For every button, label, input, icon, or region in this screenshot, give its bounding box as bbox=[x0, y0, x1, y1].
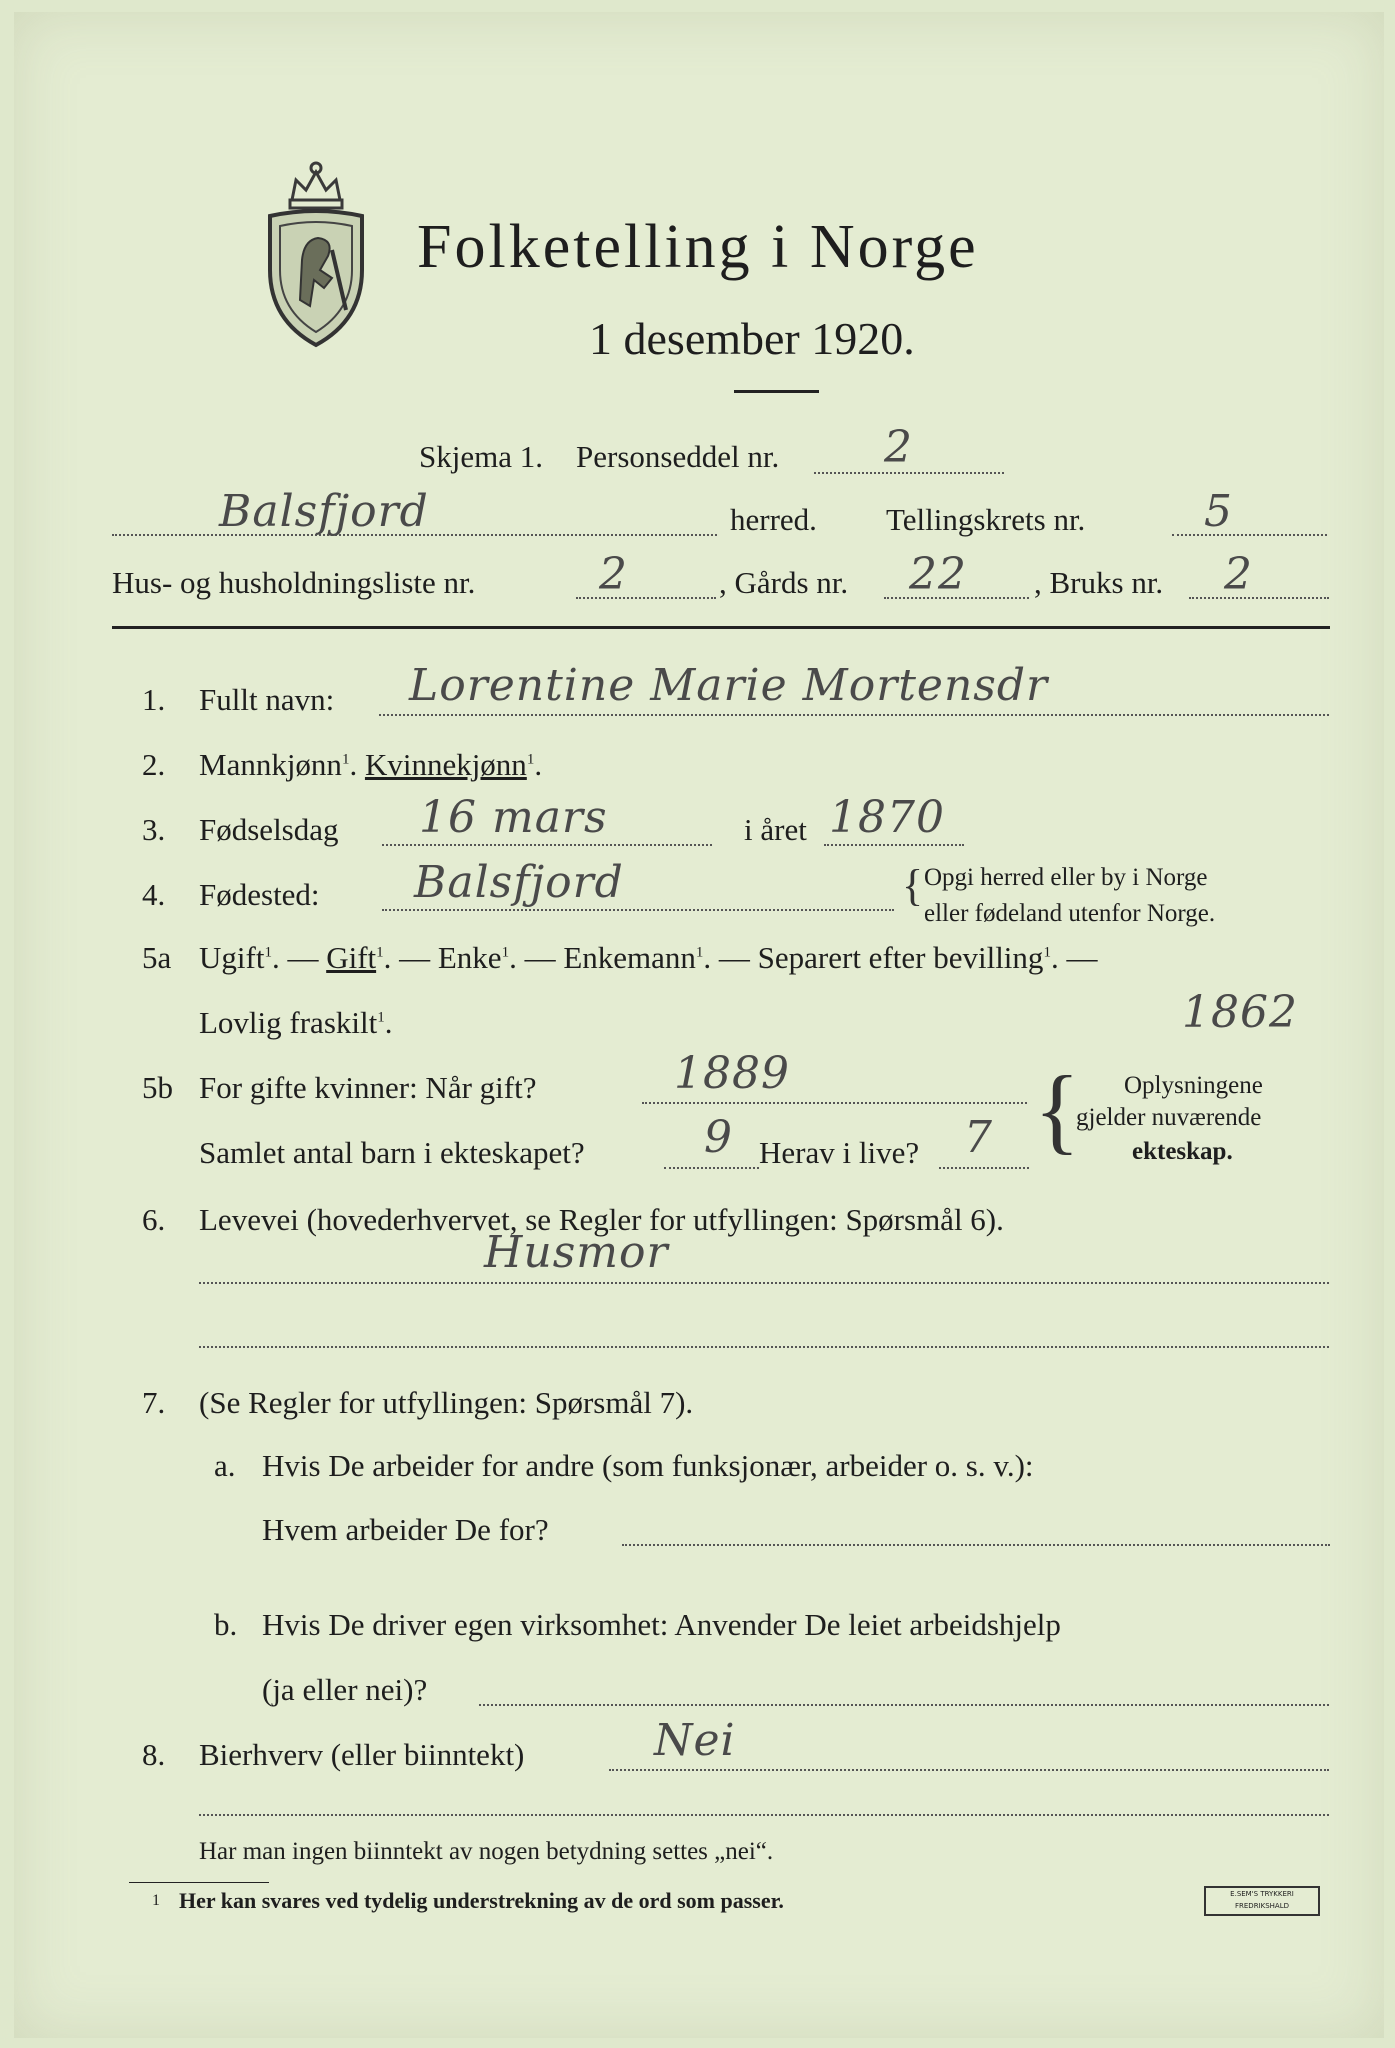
hus-line bbox=[576, 597, 716, 599]
q5a-enkemann: Enkemann bbox=[563, 940, 696, 975]
q7a-letter: a. bbox=[214, 1448, 236, 1483]
q6-value: Husmor bbox=[484, 1227, 669, 1278]
q3-year-line bbox=[824, 844, 964, 846]
q7b-letter: b. bbox=[214, 1607, 238, 1642]
q5b-number: 5b bbox=[142, 1070, 173, 1105]
q5b-brace: { bbox=[1034, 1056, 1081, 1163]
q4-number: 4. bbox=[142, 877, 166, 912]
q6-line-2 bbox=[199, 1346, 1329, 1348]
q5b-gift-line bbox=[642, 1102, 1027, 1104]
printer-stamp: E.SEM'S TRYKKERI FREDRIKSHALD bbox=[1204, 1886, 1320, 1916]
q5b-live-label: Herav i live? bbox=[759, 1135, 920, 1170]
gards-value: 22 bbox=[909, 549, 967, 600]
q7-label: (Se Regler for utfyllingen: Spørsmål 7). bbox=[199, 1385, 694, 1420]
q8-line-1 bbox=[609, 1769, 1329, 1771]
q5b-barn-value: 9 bbox=[704, 1112, 733, 1163]
q3-value: 16 mars bbox=[419, 792, 608, 843]
tellingskrets-line bbox=[1172, 534, 1327, 536]
q8-line-2 bbox=[199, 1814, 1329, 1816]
q1-number: 1. bbox=[142, 682, 166, 717]
q5a-fraskilt-row: Lovlig fraskilt$^1$. bbox=[199, 1005, 393, 1040]
q2-kvinne-label: Kvinnekjønn bbox=[364, 747, 527, 782]
q6-label: Levevei (hovederhvervet, se Regler for utfyllingen: Spørsmål 6). bbox=[199, 1202, 1004, 1237]
census-form-sheet bbox=[14, 12, 1384, 2038]
q7b-question: (ja eller nei)? bbox=[262, 1672, 428, 1707]
q5a-fraskilt: Lovlig fraskilt bbox=[199, 1005, 378, 1040]
q4-line bbox=[382, 909, 894, 911]
skjema-label: Skjema 1. bbox=[419, 439, 543, 474]
q7a-line bbox=[622, 1544, 1330, 1546]
footnote-mark: 1 bbox=[152, 1892, 160, 1909]
title-divider bbox=[734, 390, 819, 393]
q2-mann-label: Mannkjønn bbox=[199, 747, 342, 782]
footnote-text: Her kan svares ved tydelig understrekning av de ord som passer. bbox=[179, 1888, 784, 1913]
q5b-note-2: gjelder nuværende bbox=[1076, 1104, 1262, 1131]
q2-options: Mannkjønn$^1$. Kvinnekjønn$^1$. bbox=[199, 747, 543, 782]
footnote-rule bbox=[129, 1882, 269, 1883]
q5b-label: For gifte kvinner: Når gift? bbox=[199, 1070, 537, 1105]
q2-number: 2. bbox=[142, 747, 166, 782]
herred-value: Balsfjord bbox=[219, 486, 429, 537]
q5b-value: 1889 bbox=[674, 1048, 790, 1099]
personseddel-value: 2 bbox=[884, 422, 913, 473]
q6-line-1 bbox=[199, 1282, 1329, 1284]
q7b-text: Hvis De driver egen virksomhet: Anvender De leiet arbeidshjelp bbox=[262, 1607, 1061, 1642]
header-divider bbox=[112, 626, 1330, 629]
q5a-number: 5a bbox=[142, 940, 172, 975]
q7a-question: Hvem arbeider De for? bbox=[262, 1512, 549, 1547]
q8-label: Bierhverv (eller biinntekt) bbox=[199, 1737, 525, 1772]
tellingskrets-label: Tellingskrets nr. bbox=[886, 502, 1086, 537]
personseddel-label: Personseddel nr. bbox=[576, 439, 780, 474]
footer-note: Har man ingen biinntekt av nogen betydning settes „nei“. bbox=[199, 1838, 774, 1865]
tellingskrets-value: 5 bbox=[1204, 486, 1233, 537]
bruks-value: 2 bbox=[1224, 549, 1253, 600]
q3-date-line bbox=[382, 844, 712, 846]
q3-year-label: i året bbox=[744, 812, 807, 847]
q5b-live-line bbox=[939, 1167, 1029, 1169]
q4-label: Fødested: bbox=[199, 877, 320, 912]
q5a-enke: Enke bbox=[437, 940, 502, 975]
herred-label: herred. bbox=[730, 502, 817, 537]
q5b-note-3: ekteskap. bbox=[1132, 1138, 1233, 1165]
q5a-separert: Separert efter bevilling bbox=[757, 940, 1044, 975]
q8-value: Nei bbox=[654, 1715, 736, 1766]
q7-number: 7. bbox=[142, 1385, 166, 1420]
q4-note-1: Opgi herred eller by i Norge bbox=[924, 864, 1208, 891]
hus-value: 2 bbox=[599, 549, 628, 600]
coat-of-arms-icon bbox=[262, 160, 370, 350]
q6-number: 6. bbox=[142, 1202, 166, 1237]
q7a-text: Hvis De arbeider for andre (som funksjonær, arbeider o. s. v.): bbox=[262, 1448, 1034, 1483]
q5b-barn-label: Samlet antal barn i ekteskapet? bbox=[199, 1135, 585, 1170]
form-date: 1 desember 1920. bbox=[589, 313, 915, 364]
q1-line bbox=[379, 714, 1329, 716]
q3-year-value: 1870 bbox=[829, 792, 945, 843]
gards-label: , Gårds nr. bbox=[719, 565, 849, 600]
bruks-label: , Bruks nr. bbox=[1034, 565, 1164, 600]
q1-label: Fullt navn: bbox=[199, 682, 335, 717]
q3-label: Fødselsdag bbox=[199, 812, 339, 847]
q5a-options: Ugift$^1$. — Gift$^1$. — Enke$^1$. — Enkemann$^1$. — Separert efter bevilling$^1$. — bbox=[199, 940, 1098, 975]
q4-note-2: eller fødeland utenfor Norge. bbox=[924, 900, 1216, 927]
form-title: Folketelling i Norge bbox=[417, 213, 979, 281]
q4-value: Balsfjord bbox=[414, 857, 624, 908]
q4-brace: { bbox=[902, 861, 924, 910]
q1-value: Lorentine Marie Mortensdr bbox=[409, 660, 1049, 711]
q5b-barn-line bbox=[664, 1167, 759, 1169]
q5a-gift: Gift bbox=[326, 940, 377, 975]
q5a-extra-year: 1862 bbox=[1182, 987, 1298, 1038]
q5b-live-value: 7 bbox=[964, 1112, 993, 1163]
hus-label: Hus- og husholdningsliste nr. bbox=[112, 565, 476, 600]
q5b-note-1: Oplysningene bbox=[1124, 1072, 1263, 1099]
q7b-line bbox=[479, 1704, 1329, 1706]
q3-number: 3. bbox=[142, 812, 166, 847]
bruks-line bbox=[1189, 597, 1329, 599]
q5a-ugift: Ugift bbox=[199, 940, 265, 975]
q8-number: 8. bbox=[142, 1737, 166, 1772]
